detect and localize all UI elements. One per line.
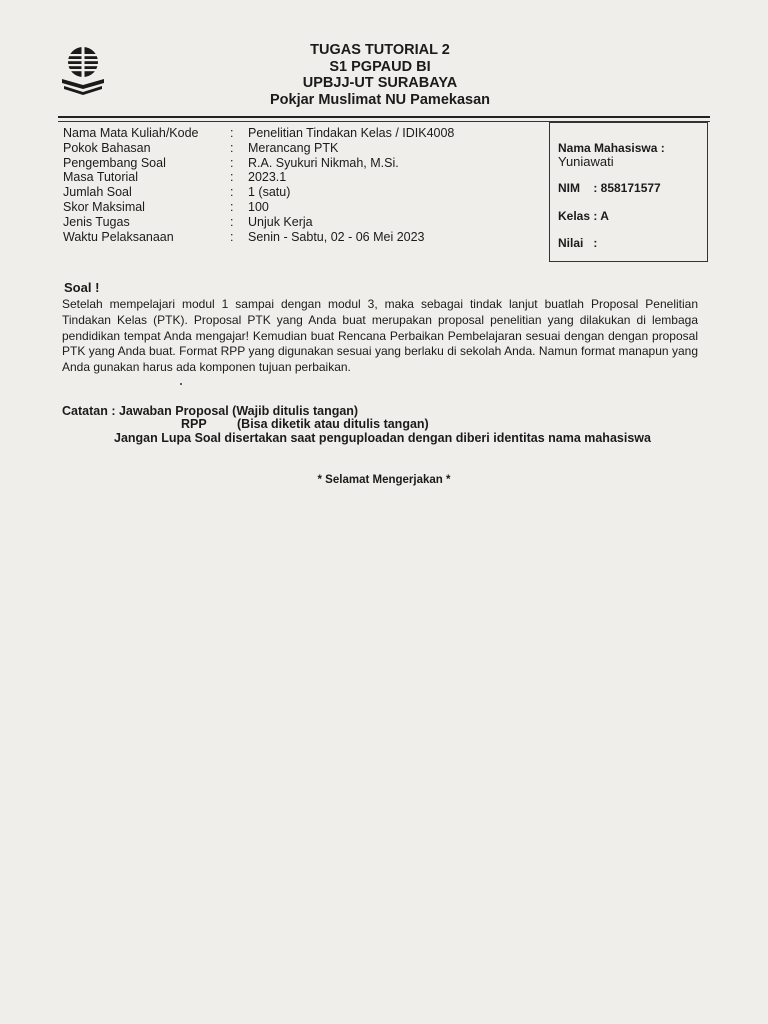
info-value: Penelitian Tindakan Kelas / IDIK4008 xyxy=(248,126,455,140)
closing-message: * Selamat Mengerjakan * xyxy=(317,474,451,486)
info-colon: : xyxy=(230,126,234,140)
info-colon: : xyxy=(230,155,234,170)
info-value: R.A. Syukuri Nikmah, M.Si. xyxy=(248,155,399,170)
info-value: Unjuk Kerja xyxy=(248,214,313,229)
header-pokjar: Pokjar Muslimat NU Pamekasan xyxy=(269,91,490,108)
info-row xyxy=(63,230,548,245)
info-label: Masa Tutorial xyxy=(63,170,139,185)
info-value: Merancang PTK xyxy=(248,140,339,155)
notes-upload-reminder: Jangan Lupa Soal disertakan saat penguploadan dengan diberi identitas nama mahasiswa xyxy=(114,431,651,445)
info-value: 1 (satu) xyxy=(248,185,291,200)
info-label: Pengembang Soal xyxy=(63,155,166,170)
info-row xyxy=(63,156,548,171)
student-nim: NIM : 858171577 xyxy=(558,181,661,195)
info-row xyxy=(63,126,548,141)
info-row xyxy=(63,185,548,200)
notes-rpp-line xyxy=(181,417,429,431)
header-title: TUGAS TUTORIAL 2 xyxy=(310,42,450,58)
student-name-value: Yuniawati xyxy=(558,154,614,169)
info-label: Nama Mata Kuliah/Kode xyxy=(63,126,199,140)
university-logo-icon xyxy=(58,45,108,97)
question-title: Soal ! xyxy=(64,280,100,295)
header-divider xyxy=(58,116,710,118)
info-row xyxy=(63,170,548,185)
student-kelas: Kelas : A xyxy=(558,209,609,223)
notes-proposal-line: Catatan : Jawaban Proposal (Wajib ditulis tangan) xyxy=(62,404,359,418)
info-colon: : xyxy=(230,140,234,155)
notes-rpp-note: (Bisa diketik atau ditulis tangan) xyxy=(237,417,429,431)
header-unit: UPBJJ-UT SURABAYA xyxy=(302,75,458,91)
info-label: Skor Maksimal xyxy=(63,199,145,214)
info-row xyxy=(63,141,548,156)
question-text: Setelah mempelajari modul 1 sampai dengan modul 3, maka sebagai tindak lanjut buatlah Proposal Penelitian Tindakan Kelas (PTK). Proposal PTK yang Anda buat merupakan proposal penelitian yang dilakukan di lembaga pendidikan tempat Anda mengajar! Kemudian buat Rencana Perbaikan Pembelajaran sesuai dengan dengan proposal PTK yang Anda buat. Format RPP yang digunakan sesuai yang berlaku di sekolah Anda. Namun format manapun yang Anda gunakan harus ada komponen tujuan perbaikan. xyxy=(62,297,698,375)
course-info-table xyxy=(63,126,548,244)
info-value: Senin - Sabtu, 02 - 06 Mei 2023 xyxy=(248,229,425,244)
info-row xyxy=(63,215,548,230)
info-label: Waktu Pelaksanaan xyxy=(63,229,174,244)
header-program: S1 PGPAUD BI xyxy=(329,58,431,75)
info-colon: : xyxy=(230,199,234,214)
info-label: Jumlah Soal xyxy=(63,185,132,200)
info-label: Jenis Tugas xyxy=(63,214,130,229)
notes-rpp-label: RPP xyxy=(181,417,207,431)
document-header xyxy=(200,42,560,108)
ink-speck xyxy=(180,383,182,385)
info-colon: : xyxy=(230,170,234,185)
info-row xyxy=(63,200,548,215)
info-value: 2023.1 xyxy=(248,170,287,185)
info-colon: : xyxy=(230,214,234,229)
info-value: 100 xyxy=(248,199,269,214)
info-colon: : xyxy=(230,229,234,244)
student-name-label: Nama Mahasiswa : xyxy=(558,141,665,155)
info-label: Pokok Bahasan xyxy=(63,140,151,155)
info-colon: : xyxy=(230,185,234,200)
student-nilai: Nilai : xyxy=(558,236,598,250)
student-identity-box xyxy=(549,122,708,262)
